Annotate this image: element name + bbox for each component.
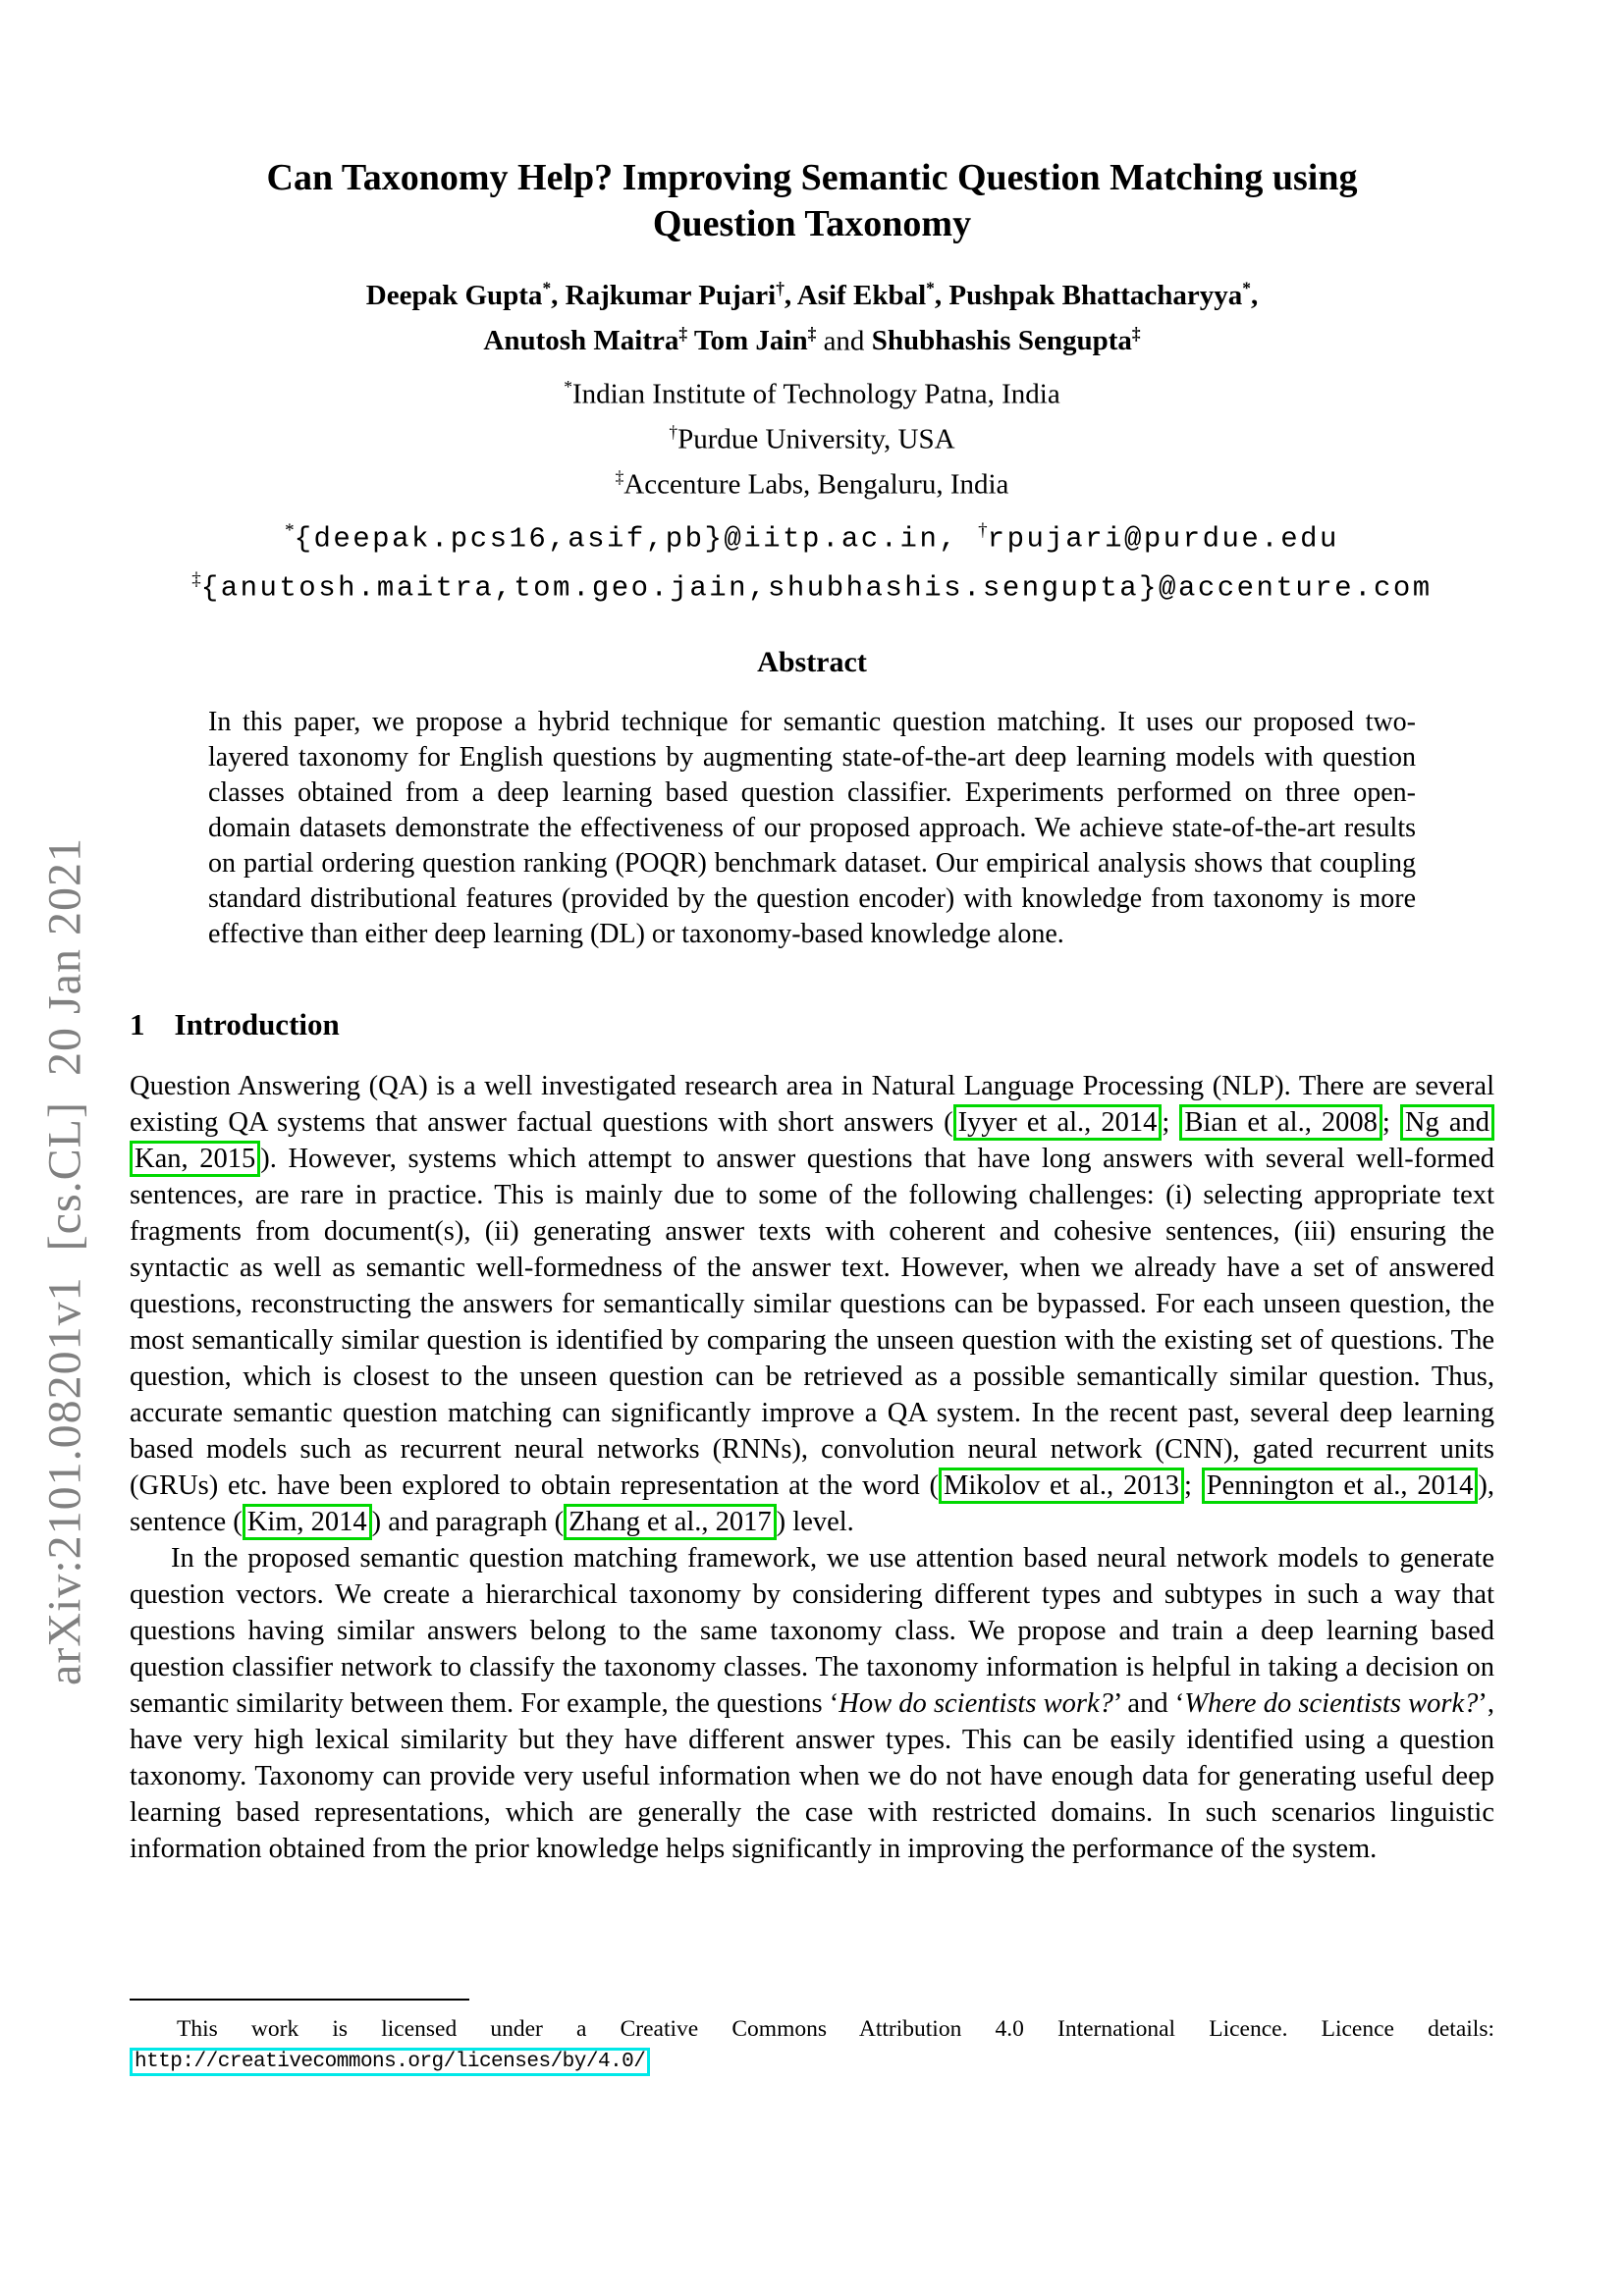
affiliation-line: ‡Accenture Labs, Bengaluru, India [615,466,1009,501]
text-segment-mono: rpujari@purdue.edu [987,522,1339,556]
citation-link[interactable]: Ng and Kan, 2015 [130,1104,1494,1177]
text-segment-plain: ; [1162,1106,1180,1138]
paper-title-line2: Question Taxonomy [652,203,972,244]
text-segment-plain: ; [1381,1106,1400,1138]
paper-title [130,155,1494,247]
arxiv-watermark: arXiv:2101.08201v1 [cs.CL] 20 Jan 2021 [38,837,91,1685]
text-segment-mono: {anutosh.maitra,tom.geo.jain,shubhashis.sengupta}@accenture.com [200,571,1433,605]
citation-link[interactable]: Mikolov et al., 2013 [939,1468,1184,1504]
footnote-rule [130,1999,469,2001]
text-segment-plain: ’ and ‘ [1112,1687,1185,1719]
authors-line-1: Deepak Gupta*, Rajkumar Pujari†, Asif Ekbal*, Pushpak Bhattacharyya*, [365,278,1259,311]
text-segment-plain: In the proposed semantic question matching framework, we use attention based neural network models to generate question vectors. We create a hierarchical taxonomy by considering different types and subtypes in such a way that questions having similar answers belong to the same taxonomy class. We propose and train a deep learning based question classifier network to classify the taxonomy classes. The taxonomy information is helpful in taking a decision on semantic similarity between them. For example, the questions ‘ [130,1542,1494,1719]
citation-link[interactable]: Pennington et al., 2014 [1202,1468,1479,1504]
text-segment-mono [958,523,978,556]
citation-link[interactable]: Zhang et al., 2017 [564,1504,777,1540]
author-name: Deepak Gupta* [365,278,552,311]
text-segment-plain: ). However, systems which attempt to answer questions that have long answers with several well-formed sentences, are rare in practice. This is mainly due to some of the following challenges: (i) selecting appropriate text fragments from document(s), (ii) generating answer texts with coherent and cohesive sentences, (iii) ensuring the syntactic as well as semantic well-formedness of the answer text. However, when we already have a set of answered questions, reconstructing the answers for semantically similar questions can be bypassed. For each unseen question, the most semantically similar question is identified by comparing the unseen question with the existing set of questions. The question, which is closest to the unseen question can be retrieved as a possible semantically similar question. Thus, accurate semantic question matching can significantly improve a QA system. In the recent past, several deep learning based models such as recurrent neural networks (RNNs), convolution neural network (CNN), gated recurrent units (GRUs) etc. have been explored to obtain representation at the word ( [130,1143,1494,1501]
text-segment-plain: ) level. [776,1506,854,1537]
text-segment-plain: ; [1184,1469,1202,1501]
text-segment-plain: This work is licensed under a Creative Commons Attribution 4.0 International Licence. Licence details: [177,2016,1494,2042]
text-segment-plain: Question Answering (QA) is a well investigated research area in Natural Language Processing (NLP). There are several existing QA systems that answer factual questions with short answers ( [130,1070,1494,1138]
section-number: 1 [130,1006,145,1041]
author-name: Anutosh Maitra‡ [483,323,688,357]
affiliation-line: †Purdue University, USA [669,421,955,455]
paper-title-line1: Can Taxonomy Help? Improving Semantic Question Matching using [266,157,1358,198]
citation-link[interactable]: Kim, 2014 [243,1504,372,1540]
email-line-1 [130,510,1494,560]
intro-paragraph-1 [130,1068,1494,1540]
footnote-text [130,2014,1494,2077]
author-name: Pushpak Bhattacharyya* [948,278,1251,311]
text-segment-italic: Where do scientists work? [1184,1687,1479,1719]
section-heading-introduction [130,1007,1494,1042]
license-url-link[interactable]: http://creativecommons.org/licenses/by/4.0/ [130,2048,650,2076]
section-title: Introduction [174,1006,340,1041]
text-segment-plain: ), sentence ( [130,1469,1494,1537]
citation-link[interactable]: Iyyer et al., 2014 [953,1104,1163,1141]
license-footnote [130,1999,1494,2077]
email-line-2 [130,560,1494,609]
abstract-heading: Abstract [757,645,867,678]
text-segment-esup: † [978,520,988,542]
author-name: Asif Ekbal* [796,278,935,311]
citation-link[interactable]: Bian et al., 2008 [1179,1104,1381,1141]
text-segment-italic: How do scientists work? [839,1687,1113,1719]
authors-line-2: Anutosh Maitra‡ Tom Jain‡ and Shubhashis Sengupta‡ [483,323,1141,357]
text-segment-esup: * [285,520,295,542]
author-name: Shubhashis Sengupta‡ [871,323,1141,357]
text-segment-plain: ) and paragraph ( [371,1506,565,1537]
text-segment-mono: {deepak.pcs16,asif,pb}@iitp.ac.in, [294,522,959,556]
intro-paragraph-2 [130,1540,1494,1867]
author-name: Tom Jain‡ [693,323,817,357]
affiliations [130,368,1494,503]
author-name: Rajkumar Pujari† [565,278,785,311]
text-segment-esup: ‡ [191,568,201,590]
text-segment-plain: ’, have very high lexical similarity but they have different answer types. This can be easily identified using a question taxonomy. Taxonomy can provide very useful information when we do not have enough data for generating useful deep learning based representations, which are generally the case with restricted domains. In such scenarios linguistic information obtained from the prior knowledge helps significantly in improving the performance of the system. [130,1687,1494,1864]
abstract-text: In this paper, we propose a hybrid technique for semantic question matching. It uses our proposed two-layered taxonomy for English questions by augmenting state-of-the-art deep learning models with question classes obtained from a deep learning based question classifier. Experiments performed on three open-domain datasets demonstrate the effectiveness of our proposed approach. We achieve state-of-the-art results on partial ordering question ranking (POQR) benchmark dataset. Our empirical analysis shows that coupling standard distributional features (provided by the question encoder) with knowledge from taxonomy is more effective than either deep learning (DL) or taxonomy-based knowledge alone. [208,706,1416,949]
emails [130,510,1494,608]
paper-content [130,0,1494,1867]
affiliation-line: *Indian Institute of Technology Patna, India [564,377,1060,410]
